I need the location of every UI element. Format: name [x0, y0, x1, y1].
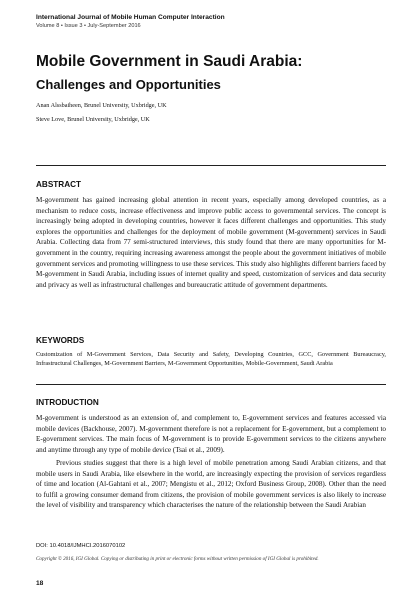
volume-issue: Volume 8 • Issue 3 • July-September 2016 [36, 23, 141, 29]
abstract-heading: ABSTRACT [36, 180, 82, 189]
abstract-text: M-government has gained increasing global attention in recent years, especially among developed countries, as a mechanism to reduce costs, increase effectiveness and improve public access to governmental services. The concept is increasingly being adopted in developing countries, however it faces different challenges and opportunities. This study explores the opportunities and challenges for the deployment of mobile government (M-government) services in Saudi Arabia. Collecting data from 77 semi-structured interviews, this study found that there are many opportunities for M-government in the country, requiring increasing awareness amongst the people about the government initiatives of mobile government services and promoting willingness to use these services. This study also highlights different barriers faced by M-government in Saudi Arabia, including issues of internet quality and speed, customization of services and data security and privacy as well as infrastructural challenges and bureaucratic attitude of government departments. [36, 196, 386, 289]
article-title: Mobile Government in Saudi Arabia: [36, 53, 303, 70]
author-line: Steve Love, Brunel University, Uxbridge, UK [36, 116, 150, 123]
keywords-heading: KEYWORDS [36, 336, 85, 345]
introduction-heading: INTRODUCTION [36, 398, 99, 407]
divider [36, 165, 386, 166]
article-subtitle: Challenges and Opportunities [36, 77, 221, 92]
page-number: 18 [36, 580, 44, 587]
copyright-notice: Copyright © 2016, IGI Global. Copying or distributing in print or electronic forms without written permission of IGI Global is prohibited. [36, 556, 319, 562]
author-line: Anan Alssbaiheen, Brunel University, Uxbridge, UK [36, 102, 167, 109]
keywords-text: Customization of M-Government Services, Data Security and Safety, Developing Countries, GCC, Government Bureaucracy, Infrastructural Challenges, M-Government Barriers, M-Government Opportunities, Mobile-Government, Saudi Arabia [36, 351, 386, 368]
intro-paragraph-1: M-government is understood as an extension of, and complement to, E-government services and features accessed via mobile devices (Backhouse, 2007). M-government therefore is not a replacement for E-government, but a complement to E-government services. The main focus of M-government is to provide E-government services to the citizens anywhere and anytime through any type of mobile device (Tsai et al., 2009). [36, 414, 386, 454]
author-list [36, 99, 167, 127]
journal-name: International Journal of Mobile Human Computer Interaction [36, 14, 225, 21]
divider [36, 384, 386, 385]
intro-paragraph-2: Previous studies suggest that there is a high level of mobile penetration among Saudi Arabian citizens, and that mobile users in Saudi Arabia, like elsewhere in the world, are increasingly expecting the provision of services regardless of time and location (Al-Gahtani et al., 2007; Mengistu et al., 2012; Oxford Business Group, 2008). Other than the need to fulfil a growing consumer demand from citizens, the provision of mobile government services is also likely to increase the level of visibility and transparency which characterises the nature of the relationship between the Saudi Arabian [36, 459, 386, 510]
doi-line: DOI: 10.4018/IJMHCI.2016070102 [36, 543, 126, 549]
